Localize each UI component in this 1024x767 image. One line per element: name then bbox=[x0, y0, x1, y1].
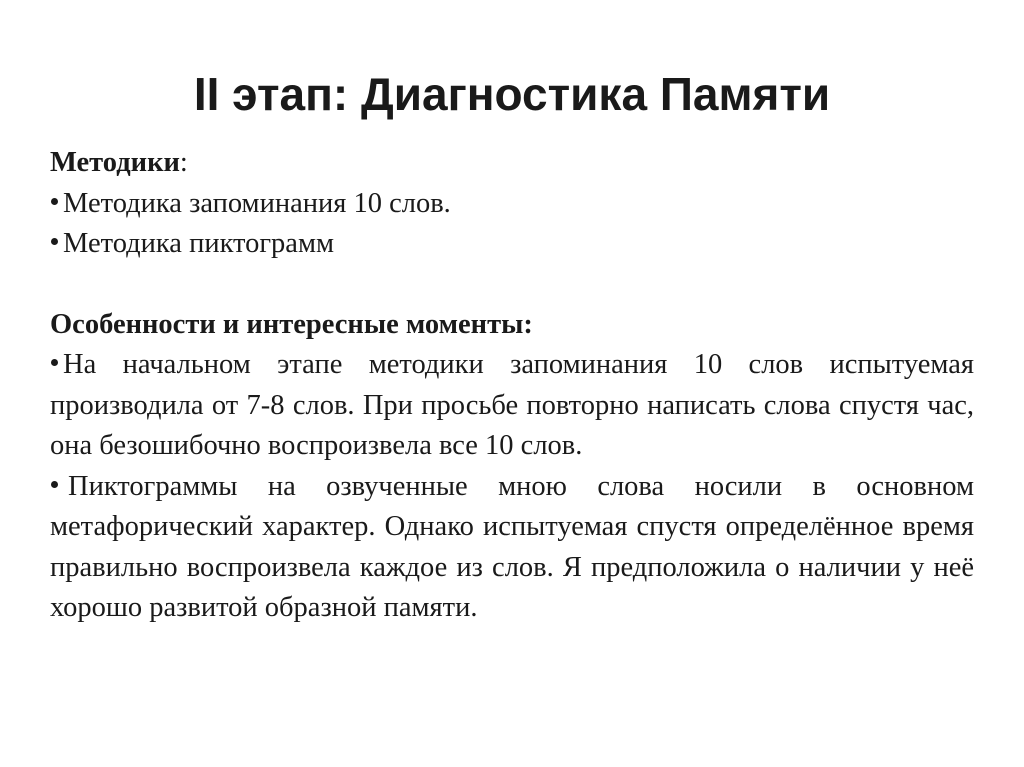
method-item bbox=[50, 224, 974, 265]
method-item-text: Методика запоминания 10 слов. bbox=[63, 187, 451, 219]
methods-heading-text: Методики bbox=[50, 147, 180, 178]
feature-item bbox=[50, 345, 974, 467]
bullet-dot-icon bbox=[50, 201, 61, 212]
bullet-dot-icon bbox=[50, 241, 61, 252]
methods-heading bbox=[50, 143, 974, 184]
bullet-dot-icon bbox=[50, 484, 66, 495]
feature-item-text: На начальном этапе методики запоминания 10 слов испытуемая производила от 7-8 слов. При просьбе повторно написать слова спустя час, она безошибочно воспроизвела все 10 слов. bbox=[50, 349, 974, 461]
feature-item-text: Пиктограммы на озвученные мною слова носили в основном метафорический характер. Однако испытуемая спустя определённое время правильно воспроизвела каждое из слов. Я предположила о наличии у неё хорошо развитой образной памяти. bbox=[50, 470, 974, 623]
method-item-text: Методика пиктограмм bbox=[63, 228, 335, 259]
section-spacer bbox=[50, 265, 974, 305]
slide-title: II этап: Диагностика Памяти bbox=[193, 68, 831, 120]
bullet-dot-icon bbox=[50, 362, 61, 373]
features-heading: Особенности и интересные моменты: bbox=[50, 308, 533, 340]
slide-content bbox=[50, 143, 974, 629]
methods-heading-colon: : bbox=[179, 147, 188, 178]
method-item bbox=[50, 184, 974, 225]
feature-item bbox=[50, 467, 974, 629]
